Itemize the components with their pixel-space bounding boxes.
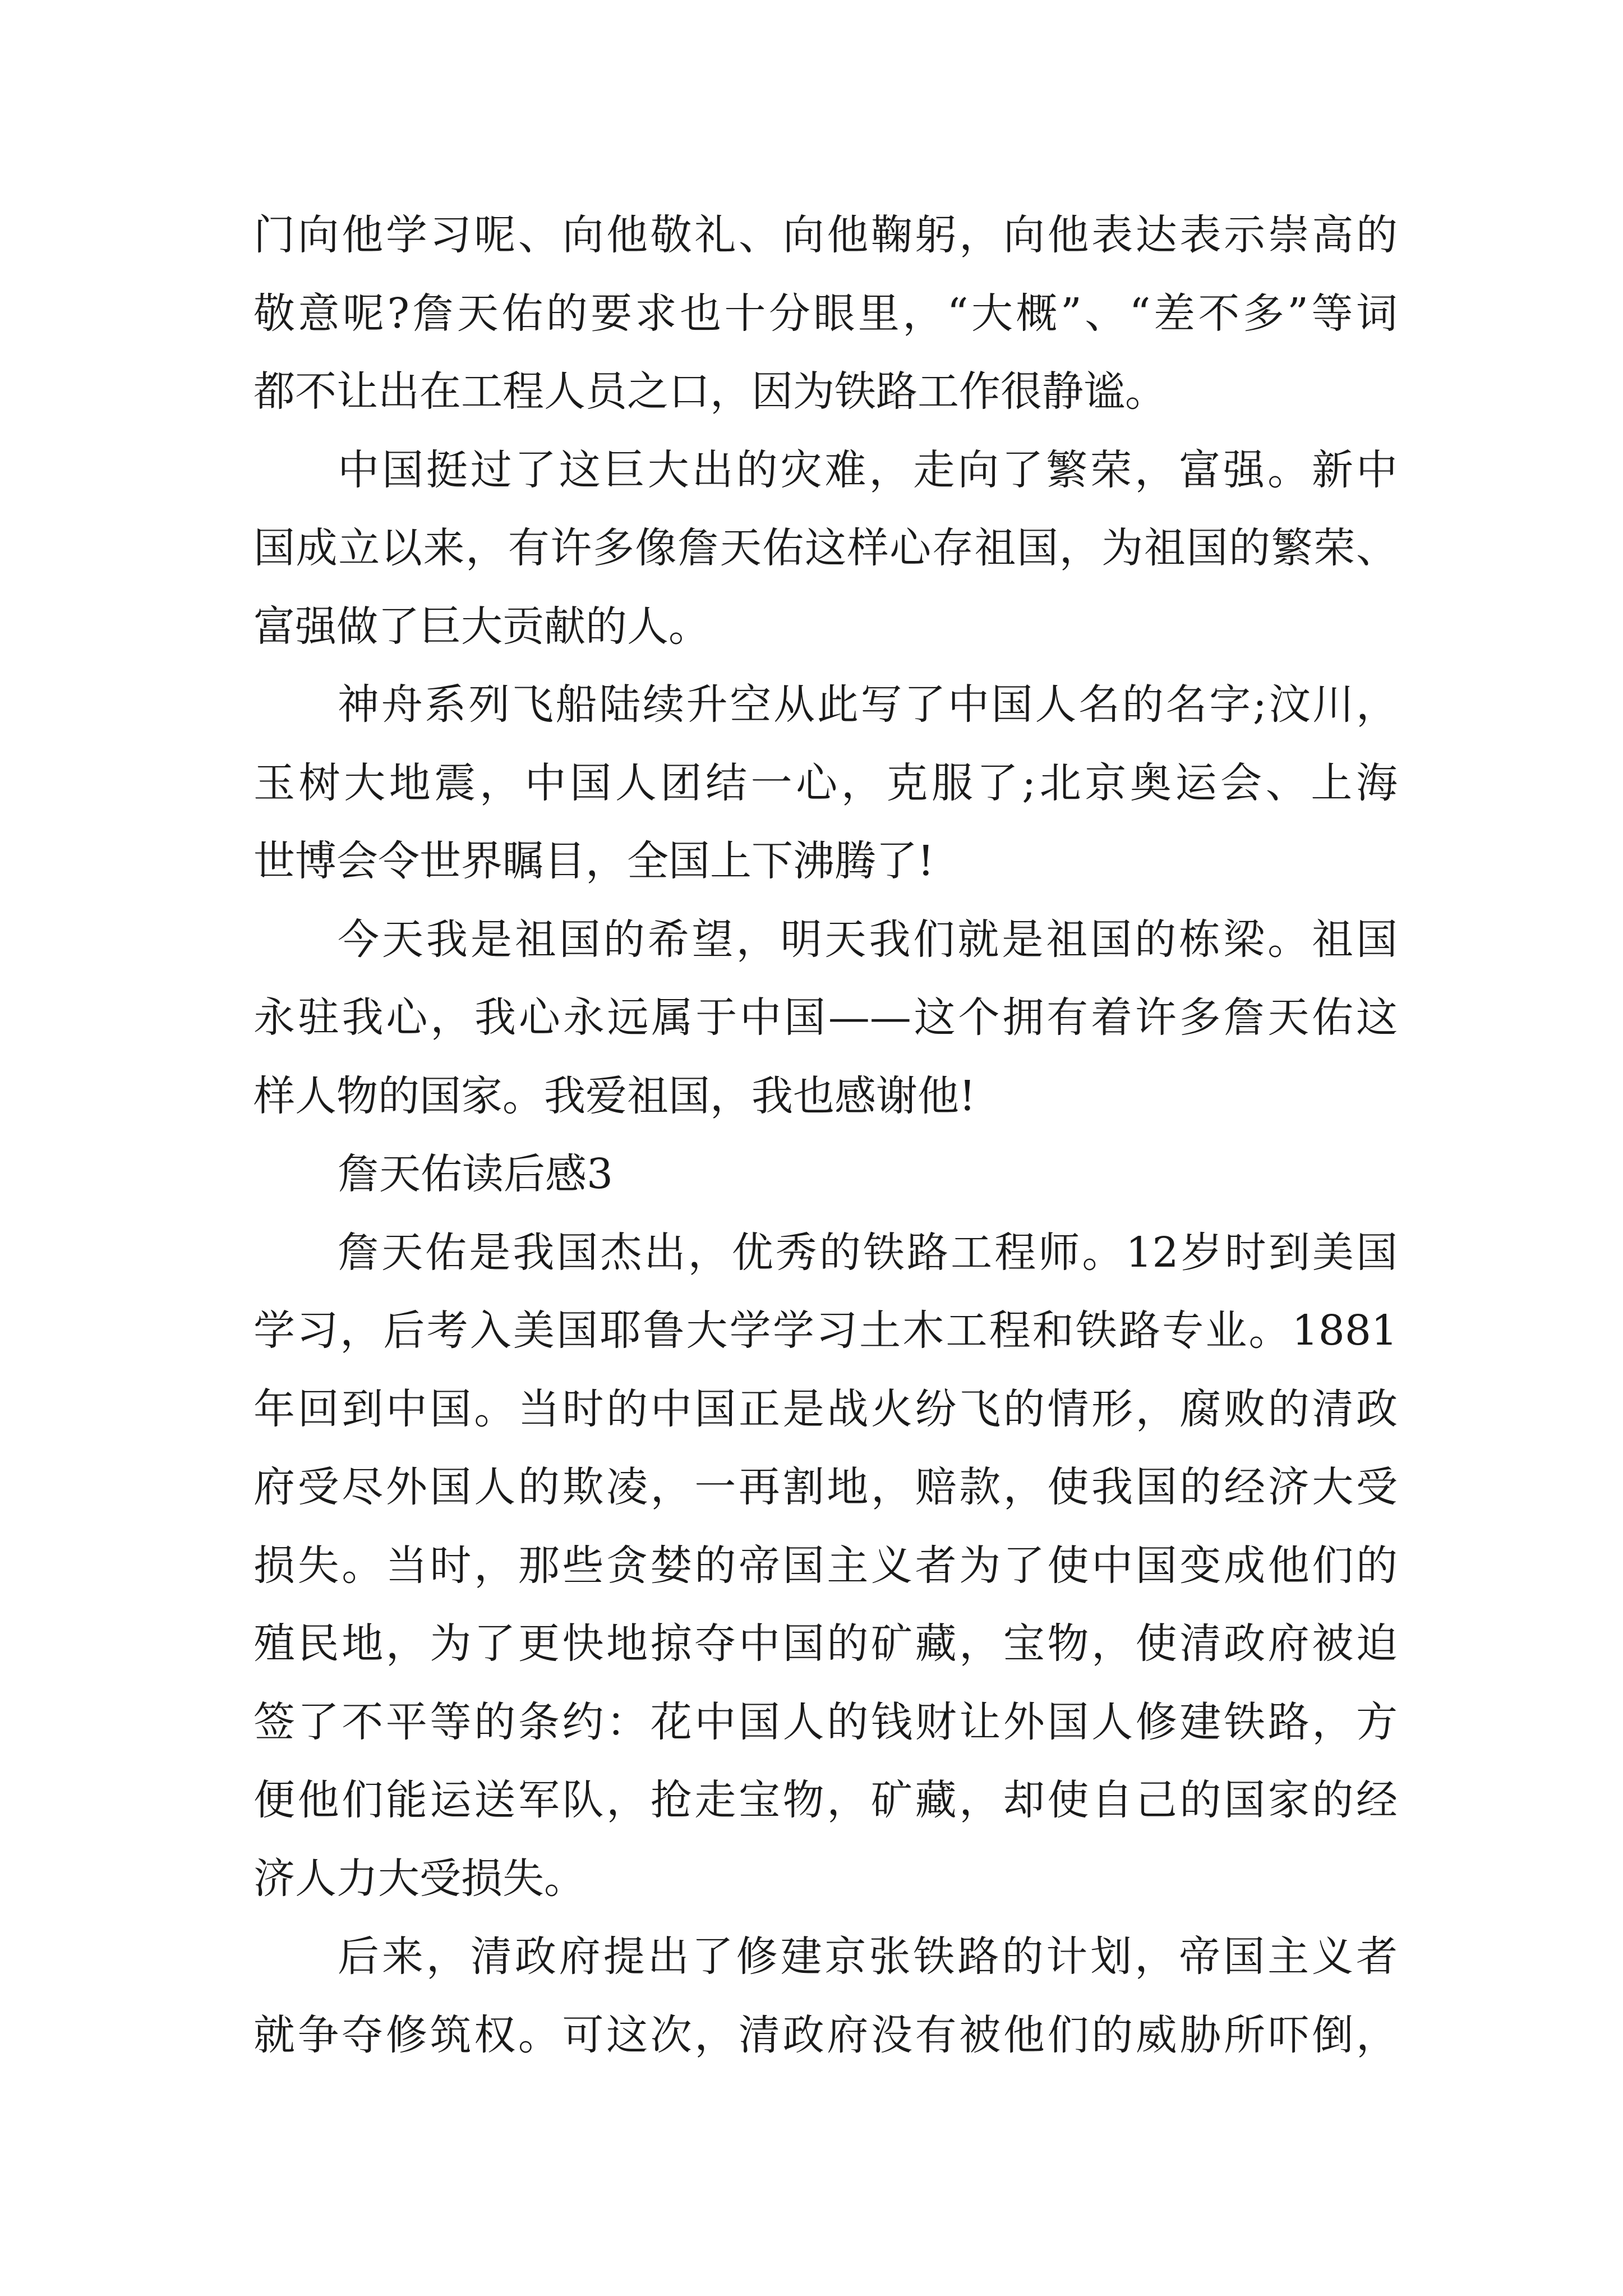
text-line: 样人物的国家。我爱祖国，我也感谢他!: [253, 1072, 976, 1120]
text-line: 损失。当时，那些贪婪的帝国主义者为了使中国变成他们的: [253, 1542, 1398, 1590]
text-line: 都不让出在工程人员之口，因为铁路工作很静谧。: [253, 367, 1166, 416]
text-line: 敬意呢?詹天佑的要求也十分眼里，“大概”、“差不多”等词: [253, 289, 1398, 338]
text-line: 府受尽外国人的欺凌，一再割地，赔款，使我国的经济大受: [253, 1463, 1398, 1511]
paragraph-first-line: 詹天佑是我国杰出，优秀的铁路工程师。12岁时到美国: [338, 1228, 1398, 1277]
text-line: 签了不平等的条约：花中国人的钱财让外国人修建铁路，方: [253, 1698, 1398, 1746]
text-line: 济人力大受损失。: [253, 1855, 585, 1903]
paragraph-first-line: 神舟系列飞船陆续升空从此写了中国人名的名字;汶川，: [338, 680, 1398, 729]
text-line: 国成立以来，有许多像詹天佑这样心存祖国，为祖国的繁荣、: [253, 524, 1398, 572]
paragraph-first-line: 中国挺过了这巨大出的灾难，走向了繁荣，富强。新中: [338, 446, 1398, 494]
text-line: 年回到中国。当时的中国正是战火纷飞的情形，腐败的清政: [253, 1385, 1398, 1433]
text-line: 门向他学习呢、向他敬礼、向他鞠躬，向他表达表示崇高的: [253, 211, 1398, 259]
text-line: 世博会令世界瞩目，全国上下沸腾了!: [253, 837, 934, 885]
text-line: 玉树大地震，中国人团结一心，克服了;北京奥运会、上海: [253, 759, 1398, 807]
text-line: 便他们能运送军队，抢走宝物，矿藏，却使自己的国家的经: [253, 1776, 1398, 1824]
text-line: 学习，后考入美国耶鲁大学学习土木工程和铁路专业。1881: [253, 1306, 1398, 1355]
section-heading: 詹天佑读后感3: [338, 1150, 614, 1198]
text-line: 永驻我心，我心永远属于中国——这个拥有着许多詹天佑这: [253, 993, 1398, 1042]
text-line: 殖民地，为了更快地掠夺中国的矿藏，宝物，使清政府被迫: [253, 1619, 1398, 1668]
text-line: 就争夺修筑权。可这次，清政府没有被他们的威胁所吓倒，: [253, 2011, 1398, 2059]
paragraph-first-line: 今天我是祖国的希望，明天我们就是祖国的栋梁。祖国: [338, 915, 1398, 964]
text-line: 富强做了巨大贡献的人。: [253, 602, 710, 651]
paragraph-first-line: 后来，清政府提出了修建京张铁路的计划，帝国主义者: [338, 1932, 1398, 1981]
